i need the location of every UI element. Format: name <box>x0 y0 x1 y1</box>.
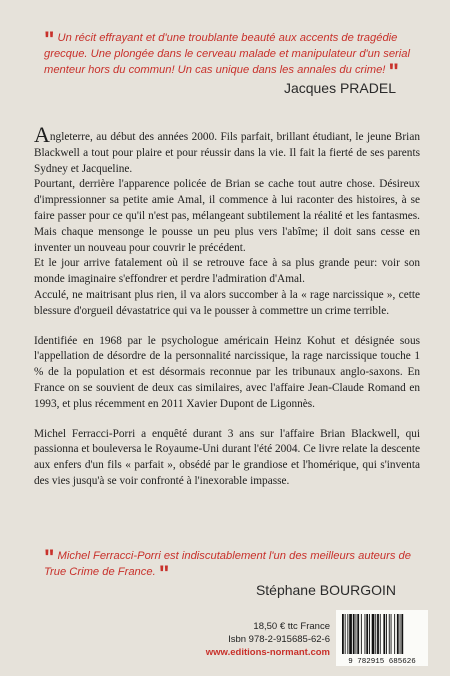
barcode-bar <box>349 614 352 654</box>
isbn-barcode <box>336 610 428 666</box>
barcode-bar <box>401 614 403 654</box>
close-quote-mark: " <box>388 59 399 84</box>
open-quote-mark: " <box>44 27 55 52</box>
paragraph-6: Michel Ferracci-Porri a enquêté durant 3 ans sur l'affaire Brian Blackwell, qui passionna et bouleversa le Royaume-Uni durant l'été 2004. Ce livre relate la descente aux enfers d'un fils « parfait », obsédé par le grandiose et l'homérique, qui s'inventa des vies jusqu'à se voir confronté à l'inexorable impasse. <box>34 427 420 487</box>
barcode-bar <box>345 614 346 654</box>
barcode-bar <box>383 614 385 654</box>
barcode-bars <box>336 610 428 666</box>
isbn: Isbn 978-2-915685-62-6 <box>228 634 330 645</box>
top-review-quote <box>44 27 414 96</box>
barcode-bar <box>369 614 370 654</box>
barcode-bar <box>353 614 355 654</box>
top-quote-author: Jacques PRADEL <box>283 80 396 96</box>
barcode-bar <box>347 614 348 654</box>
barcode-bar <box>377 614 379 654</box>
barcode-bar <box>342 614 344 654</box>
synopsis-text <box>34 122 420 490</box>
barcode-bar <box>391 614 392 654</box>
bottom-quote-text: Michel Ferracci-Porri est indiscutablement l'un des meilleurs auteurs de True Crime de France. <box>44 550 411 578</box>
price: 18,50 € ttc France <box>253 621 330 632</box>
barcode-bar <box>372 614 375 654</box>
publisher-website: www.editions-normant.com <box>205 647 330 658</box>
barcode-bar <box>380 614 381 654</box>
barcode-bar <box>361 614 362 654</box>
open-quote-mark: " <box>44 545 55 570</box>
barcode-bar <box>375 614 376 654</box>
barcode-bar <box>357 614 359 654</box>
paragraph-2: Pourtant, derrière l'apparence policée de Brian se cache tout autre chose. Désireux d'impressionner sa petite amie Amal, il commence à lui raconter des histoires, à se faire passer pour ce qu'il n'est pas, mélangeant subtilement la réalité et les fantasmes. Mais chaque mensonge le pousse un peu plus vers l'abîme; il doit sans cesse en inventer un nouveau pour couvrir le précédent. <box>34 178 420 254</box>
bottom-quote-author: Stéphane BOURGOIN <box>255 582 396 598</box>
barcode-digits: 9 782915 685626 <box>348 658 416 666</box>
barcode-bar <box>386 614 387 654</box>
bottom-review-quote <box>44 545 414 598</box>
close-quote-mark: " <box>158 561 170 586</box>
barcode-bar <box>394 614 395 654</box>
paragraph-4: Acculé, ne maitrisant plus rien, il va alors succomber à la « rage narcissique », cette blessure d'orgueil dévastatrice qui va le pousser à commettre un crime terrible. <box>34 288 420 317</box>
paragraph-1: Angleterre, au début des années 2000. Fils parfait, brillant étudiant, le jeune Brian Blackwell a tout pour plaire et pour réussir dans la vie. Il fait la fierté de ses parents Sydney et Jacqueline. <box>34 122 420 175</box>
barcode-bar <box>365 614 366 654</box>
paragraph-3: Et le jour arrive fatalement où il se retrouve face à sa plus grande peur: voir son monde imaginaire s'effondrer et perdre l'admiration d'Amal. <box>34 257 420 286</box>
barcode-bar <box>366 614 368 654</box>
top-quote-text: Un récit effrayant et d'une troublante beauté aux accents de tragédie grecque. Une plongée dans le cerveau malade et manipulateur d'un serial menteur hors du commun! Un cas unique dans les annales du crime! <box>44 32 410 76</box>
barcode-bar <box>356 614 357 654</box>
publication-info <box>170 620 330 659</box>
barcode-bar <box>397 614 399 654</box>
drop-cap: A <box>34 122 50 147</box>
paragraph-5: Identifiée en 1968 par le psychologue américain Heinz Kohut et désignée sous l'appellation de désordre de la personnalité narcissique, la rage narcissique touche 1 % de la population et est désormais reconnue par les tribunaux anglo-saxons. En France on se souvient de deux cas similaires, avec l'affaire Jean-Claude Romand en 1993, et plus récemment en 2011 Xavier Dupont de Ligonnès. <box>34 334 420 410</box>
barcode-bar <box>400 614 401 654</box>
barcode-bar <box>389 614 390 654</box>
